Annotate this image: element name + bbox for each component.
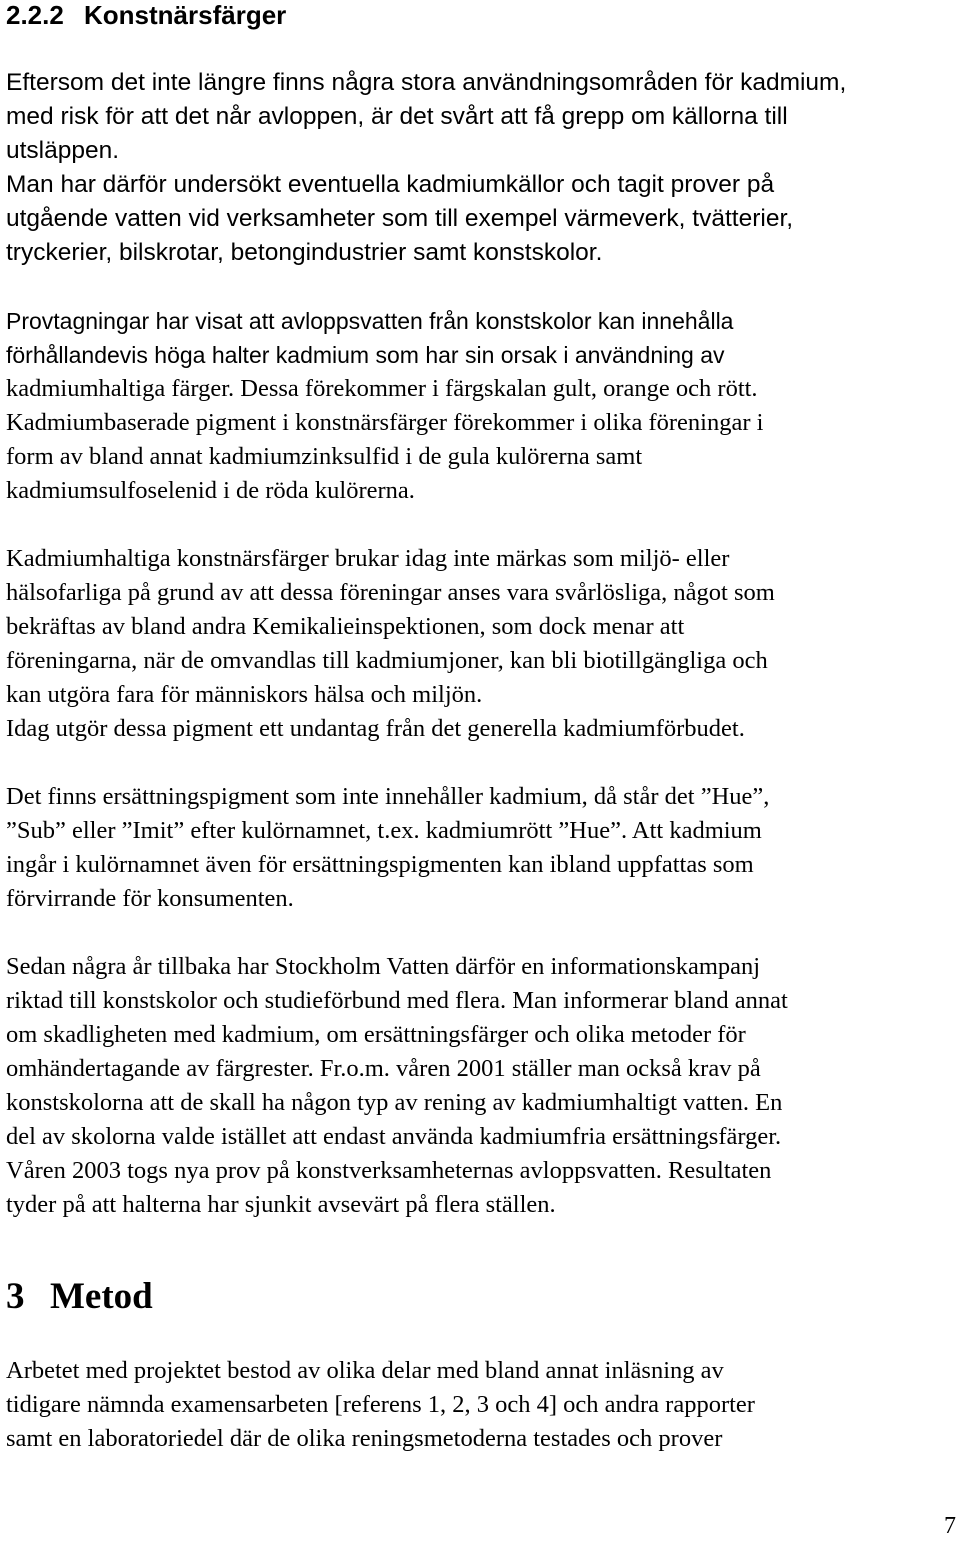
text-line: omhändertagande av färgrester. Fr.o.m. våren 2001 ställer man också krav på: [6, 1055, 761, 1082]
text-line: kan utgöra fara för människors hälsa och miljön.: [6, 681, 483, 708]
paragraph-sampling: [6, 304, 763, 508]
text-line: tyder på att halterna har sjunkit avsevärt på flera ställen.: [6, 1191, 556, 1218]
text-line: kadmiumsulfoselenid i de röda kulörerna.: [6, 477, 415, 504]
text-line: kadmiumhaltiga färger. Dessa förekommer i färgskalan gult, orange och rött.: [6, 375, 758, 402]
text-line: Det finns ersättningspigment som inte innehåller kadmium, då står det ”Hue”,: [6, 783, 770, 810]
paragraph-replacement-pigments: [6, 780, 769, 916]
chapter-title: Metod: [50, 1276, 153, 1317]
text-line: konstskolorna att de skall ha någon typ av rening av kadmiumhaltigt vatten. En: [6, 1089, 783, 1116]
chapter-number: 3: [6, 1276, 25, 1317]
paragraph-campaign: [6, 950, 788, 1222]
text-line: med risk för att det når avloppen, är det svårt att få grepp om källorna till: [6, 103, 788, 130]
text-line: föreningarna, när de omvandlas till kadmiumjoner, kan bli biotillgängliga och: [6, 647, 768, 674]
text-line: Man har därför undersökt eventuella kadmiumkällor och tagit prover på: [6, 171, 775, 198]
text-line: utsläppen.: [6, 137, 120, 164]
text-line: tryckerier, bilskrotar, betongindustrier samt konstskolor.: [6, 239, 603, 266]
text-line: Eftersom det inte längre finns några stora användningsområden för kadmium,: [6, 69, 847, 96]
text-line: förhållandevis höga halter kadmium som har sin orsak i användning av: [6, 342, 725, 368]
text-line: om skadligheten med kadmium, om ersättningsfärger och olika metoder för: [6, 1021, 746, 1048]
text-line: form av bland annat kadmiumzinksulfid i de gula kulörerna samt: [6, 443, 643, 470]
text-line: Provtagningar har visat att avloppsvatten från konstskolor kan innehålla: [6, 308, 734, 334]
section-number: 2.2.2: [6, 0, 64, 30]
section-heading: [6, 0, 286, 30]
text-line: bekräftas av bland andra Kemikalieinspektionen, som dock menar att: [6, 613, 685, 640]
chapter-heading: [6, 1275, 153, 1319]
text-line: del av skolorna valde istället att endast använda kadmiumfria ersättningsfärger.: [6, 1123, 782, 1150]
text-line: Arbetet med projektet bestod av olika delar med bland annat inläsning av: [6, 1357, 724, 1384]
text-line: ingår i kulörnamnet även för ersättningspigmenten kan ibland uppfattas som: [6, 851, 754, 878]
section-title: Konstnärsfärger: [84, 0, 287, 30]
text-line: samt en laboratoriedel där de olika reningsmetoderna testades och prover: [6, 1425, 723, 1452]
paragraph-labelling: [6, 542, 775, 746]
paragraph-sources: [6, 66, 846, 270]
text-line: utgående vatten vid verksamheter som till exempel värmeverk, tvätterier,: [6, 205, 794, 232]
text-line: Kadmiumbaserade pigment i konstnärsfärger förekommer i olika föreningar i: [6, 409, 764, 436]
text-line: Sedan några år tillbaka har Stockholm Vatten därför en informationskampanj: [6, 953, 761, 980]
text-line: förvirrande för konsumenten.: [6, 885, 294, 912]
text-line: Våren 2003 togs nya prov på konstverksamheternas avloppsvatten. Resultaten: [6, 1157, 772, 1184]
text-line: Kadmiumhaltiga konstnärsfärger brukar idag inte märkas som miljö- eller: [6, 545, 730, 572]
text-line: ”Sub” eller ”Imit” efter kulörnamnet, t.ex. kadmiumrött ”Hue”. Att kadmium: [6, 817, 762, 844]
text-line: riktad till konstskolor och studieförbund med flera. Man informerar bland annat: [6, 987, 788, 1014]
text-line: Idag utgör dessa pigment ett undantag från det generella kadmiumförbudet.: [6, 715, 745, 742]
paragraph-method: [6, 1354, 755, 1456]
text-line: hälsofarliga på grund av att dessa föreningar anses vara svårlösliga, något som: [6, 579, 775, 606]
text-line: tidigare nämnda examensarbeten [referens 1, 2, 3 och 4] och andra rapporter: [6, 1391, 755, 1418]
page-number: 7: [944, 1513, 956, 1539]
